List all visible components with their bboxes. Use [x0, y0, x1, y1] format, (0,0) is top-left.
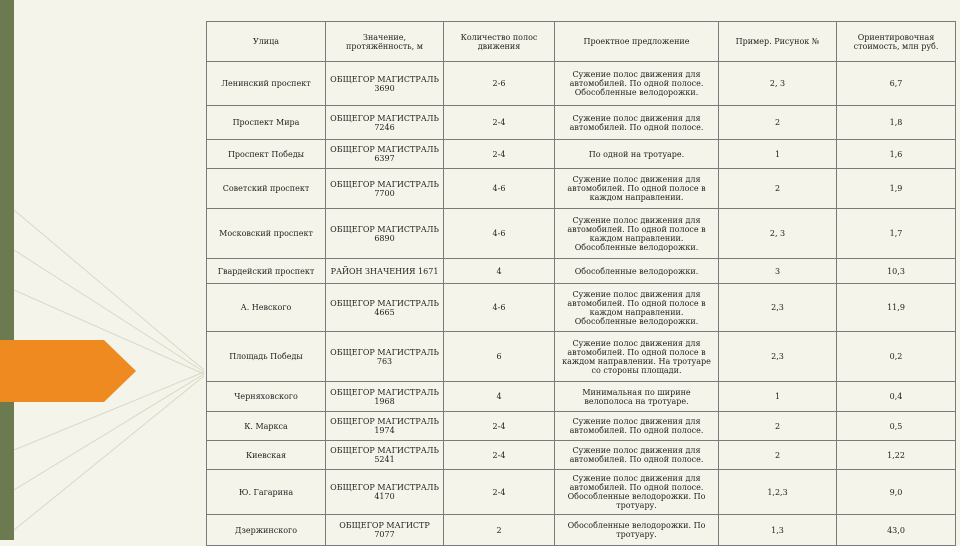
- decorative-lines: [14, 0, 214, 540]
- cell-street: Московский проспект: [207, 209, 326, 259]
- cell-proposal: Сужение полос движения для автомобилей. По одной полосе в каждом направлении. Обособленные велодорожки.: [555, 209, 719, 259]
- cell-proposal: Сужение полос движения для автомобилей. По одной полосе.: [555, 441, 719, 470]
- cell-cost: 6,7: [837, 62, 956, 106]
- cell-street: Проспект Мира: [207, 106, 326, 140]
- cell-cost: 11,9: [837, 284, 956, 332]
- cell-cost: 1,9: [837, 169, 956, 209]
- table-row: [207, 441, 956, 470]
- streets-table: [206, 21, 956, 546]
- cell-value: РАЙОН ЗНАЧЕНИЯ 1671: [326, 259, 444, 284]
- cell-cost: 9,0: [837, 470, 956, 515]
- cell-lanes: 2-4: [444, 412, 555, 441]
- cell-street: Советский проспект: [207, 169, 326, 209]
- cell-value: ОБЩЕГОР МАГИСТРАЛЬ 6890: [326, 209, 444, 259]
- data-table-container: [206, 21, 955, 546]
- cell-proposal: Сужение полос движения для автомобилей. По одной полосе в каждом направлении. Обособленные велодорожки.: [555, 284, 719, 332]
- cell-value: ОБЩЕГОР МАГИСТРАЛЬ 7246: [326, 106, 444, 140]
- table-row: [207, 332, 956, 382]
- cell-cost: 0,5: [837, 412, 956, 441]
- cell-figure: 2: [719, 441, 837, 470]
- cell-lanes: 4: [444, 259, 555, 284]
- cell-cost: 1,6: [837, 140, 956, 169]
- cell-proposal: Обособленные велодорожки. По тротуару.: [555, 515, 719, 546]
- table-row: [207, 284, 956, 332]
- cell-value: ОБЩЕГОР МАГИСТРАЛЬ 3690: [326, 62, 444, 106]
- cell-proposal: Сужение полос движения для автомобилей. По одной полосе.: [555, 412, 719, 441]
- cell-lanes: 4-6: [444, 209, 555, 259]
- cell-value: ОБЩЕГОР МАГИСТРАЛЬ 4665: [326, 284, 444, 332]
- cell-lanes: 4-6: [444, 169, 555, 209]
- cell-street: Площадь Победы: [207, 332, 326, 382]
- cell-figure: 1: [719, 140, 837, 169]
- table-row: [207, 382, 956, 412]
- cell-proposal: По одной на тротуаре.: [555, 140, 719, 169]
- table-row: [207, 106, 956, 140]
- cell-street: Гвардейский проспект: [207, 259, 326, 284]
- cell-figure: 2,3: [719, 332, 837, 382]
- header-figure: Пример. Рисунок №: [719, 22, 837, 62]
- table-row: [207, 259, 956, 284]
- header-street: Улица: [207, 22, 326, 62]
- cell-street: К. Маркса: [207, 412, 326, 441]
- cell-cost: 0,2: [837, 332, 956, 382]
- header-cost: Ориентировочная стоимость, млн руб.: [837, 22, 956, 62]
- cell-cost: 43,0: [837, 515, 956, 546]
- cell-figure: 2: [719, 106, 837, 140]
- cell-street: А. Невского: [207, 284, 326, 332]
- cell-value: ОБЩЕГОР МАГИСТРАЛЬ 4170: [326, 470, 444, 515]
- cell-lanes: 4: [444, 382, 555, 412]
- cell-lanes: 4-6: [444, 284, 555, 332]
- cell-cost: 0,4: [837, 382, 956, 412]
- cell-value: ОБЩЕГОР МАГИСТРАЛЬ 7700: [326, 169, 444, 209]
- table-row: [207, 140, 956, 169]
- cell-value: ОБЩЕГОР МАГИСТРАЛЬ 6397: [326, 140, 444, 169]
- cell-figure: 2: [719, 169, 837, 209]
- cell-cost: 1,8: [837, 106, 956, 140]
- header-lanes: Количество полос движения: [444, 22, 555, 62]
- cell-lanes: 2-4: [444, 470, 555, 515]
- cell-figure: 1,3: [719, 515, 837, 546]
- cell-proposal: Минимальная по ширине велополоса на тротуаре.: [555, 382, 719, 412]
- cell-proposal: Сужение полос движения для автомобилей. По одной полосе в каждом направлении. На тротуаре со стороны площади.: [555, 332, 719, 382]
- cell-figure: 2, 3: [719, 62, 837, 106]
- cell-cost: 1,22: [837, 441, 956, 470]
- table-row: [207, 209, 956, 259]
- cell-lanes: 6: [444, 332, 555, 382]
- cell-value: ОБЩЕГОР МАГИСТРАЛЬ 1968: [326, 382, 444, 412]
- cell-value: ОБЩЕГОР МАГИСТР 7077: [326, 515, 444, 546]
- cell-figure: 2: [719, 412, 837, 441]
- cell-value: ОБЩЕГОР МАГИСТРАЛЬ 5241: [326, 441, 444, 470]
- table-row: [207, 515, 956, 546]
- cell-lanes: 2-4: [444, 106, 555, 140]
- cell-proposal: Сужение полос движения для автомобилей. По одной полосе.: [555, 106, 719, 140]
- table-row: [207, 412, 956, 441]
- cell-value: ОБЩЕГОР МАГИСТРАЛЬ 1974: [326, 412, 444, 441]
- cell-street: Ю. Гагарина: [207, 470, 326, 515]
- orange-arrow-shape: [0, 340, 136, 402]
- cell-proposal: Обособленные велодорожки.: [555, 259, 719, 284]
- table-row: [207, 470, 956, 515]
- cell-proposal: Сужение полос движения для автомобилей. По одной полосе. Обособленные велодорожки. По тротуару.: [555, 470, 719, 515]
- cell-cost: 10,3: [837, 259, 956, 284]
- cell-lanes: 2-4: [444, 140, 555, 169]
- table-row: [207, 169, 956, 209]
- cell-figure: 1: [719, 382, 837, 412]
- cell-proposal: Сужение полос движения для автомобилей. По одной полосе в каждом направлении.: [555, 169, 719, 209]
- cell-figure: 1,2,3: [719, 470, 837, 515]
- left-decorative-bar: [0, 0, 14, 540]
- table-row: [207, 62, 956, 106]
- cell-street: Ленинский проспект: [207, 62, 326, 106]
- cell-street: Киевская: [207, 441, 326, 470]
- cell-lanes: 2: [444, 515, 555, 546]
- table-header-row: [207, 22, 956, 62]
- cell-figure: 2, 3: [719, 209, 837, 259]
- cell-figure: 3: [719, 259, 837, 284]
- cell-lanes: 2-6: [444, 62, 555, 106]
- cell-street: Проспект Победы: [207, 140, 326, 169]
- cell-value: ОБЩЕГОР МАГИСТРАЛЬ 763: [326, 332, 444, 382]
- cell-street: Черняховского: [207, 382, 326, 412]
- cell-street: Дзержинского: [207, 515, 326, 546]
- header-proposal: Проектное предложение: [555, 22, 719, 62]
- cell-proposal: Сужение полос движения для автомобилей. По одной полосе. Обособленные велодорожки.: [555, 62, 719, 106]
- cell-lanes: 2-4: [444, 441, 555, 470]
- header-value: Значение, протяжённость, м: [326, 22, 444, 62]
- cell-cost: 1,7: [837, 209, 956, 259]
- cell-figure: 2,3: [719, 284, 837, 332]
